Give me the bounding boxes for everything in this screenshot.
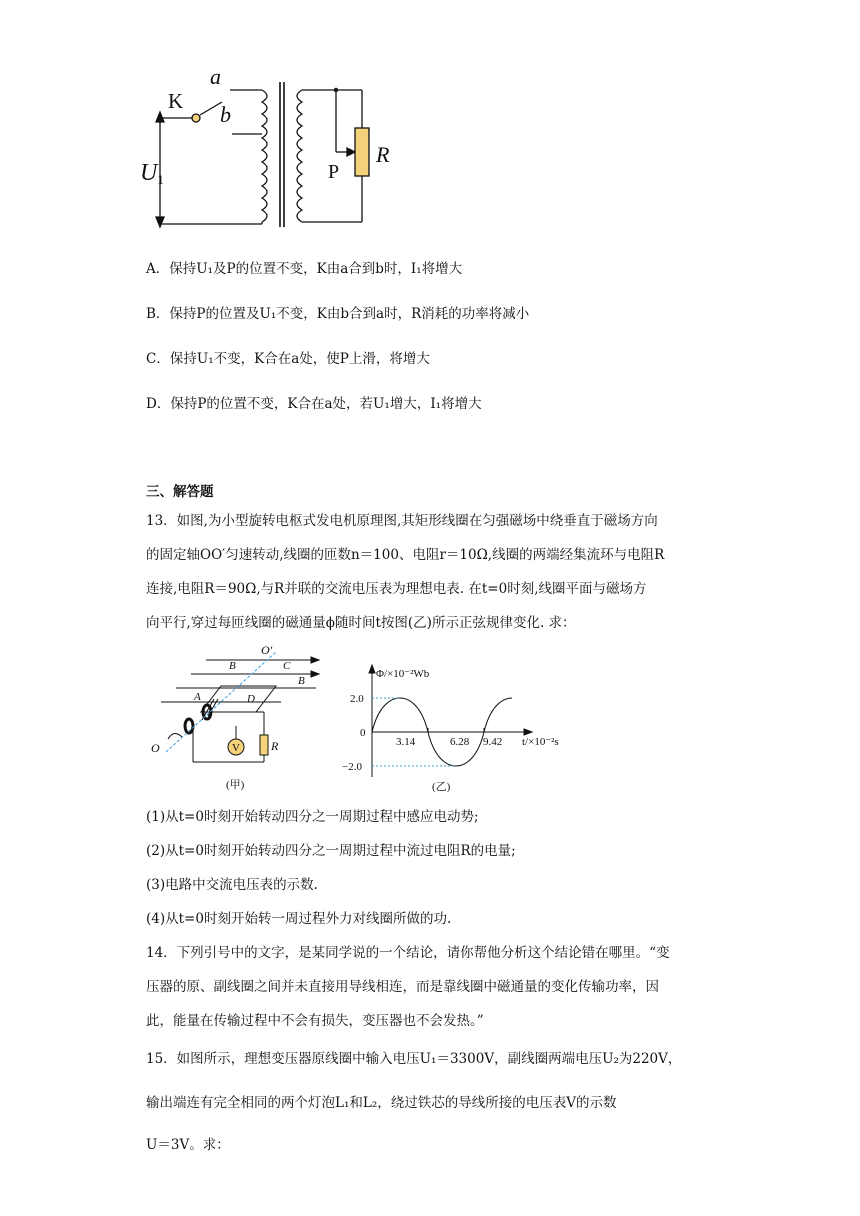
jia-label-B-top: B	[229, 660, 236, 672]
q13-line-3: 连接,电阻R＝90Ω,与R并联的交流电压表为理想电表. 在t=0时刻,线圈平面与磁场方	[146, 581, 647, 597]
yi-caption: (乙)	[432, 781, 451, 793]
q15-line-1: 15．如图所示，理想变压器原线圈中输入电压U₁＝3300V，副线圈两端电压U₂为220V，	[146, 1051, 682, 1067]
jia-label-V: V	[232, 742, 240, 754]
q15-line-2: 输出端连有完全相同的两个灯泡L₁和L₂，绕过铁芯的导线所接的电压表V的示数	[146, 1095, 617, 1111]
jia-label-B-right: B	[298, 675, 305, 687]
q13-sub-2: (2)从t=0时刻开始转动四分之一周期过程中流过电阻R的电量;	[146, 843, 516, 859]
yi-ytick-0: 0	[360, 727, 366, 739]
yi-ytick-2: 2.0	[350, 693, 364, 705]
option-C: C．保持U₁不变，K合在a处，使P上滑，将增大	[146, 351, 430, 367]
q15-line-3: U＝3V。求：	[146, 1137, 230, 1153]
label-b: b	[220, 102, 231, 127]
label-P: P	[328, 161, 340, 183]
jia-label-O-prime: O′	[261, 643, 273, 657]
label-U1: U1	[140, 160, 164, 187]
yi-xtick-314: 3.14	[396, 736, 416, 748]
option-D: D．保持P的位置不变，K合在a处，若U₁增大，I₁将增大	[146, 396, 482, 412]
q14-line-2: 压器的原、副线圈之间并未直接用导线相连，而是靠线圈中磁通量的变化传输功率，因	[146, 979, 659, 995]
q14-line-3: 此，能量在传输过程中不会有损失，变压器也不会发热。”	[146, 1013, 484, 1029]
jia-label-A: A	[194, 691, 201, 703]
label-K: K	[168, 89, 184, 113]
yi-ytick-neg2: −2.0	[342, 761, 362, 773]
q13-sub-4: (4)从t=0时刻开始转一周过程外力对线圈所做的功.	[146, 911, 452, 927]
yi-xlabel: t/×10⁻²s	[522, 736, 559, 748]
option-B: B．保持P的位置及U₁不变，K由b合到a时，R消耗的功率将减小	[146, 306, 530, 322]
q14-line-1: 14．下列引号中的文字，是某同学说的一个结论，请你帮他分析这个结论错在哪里。“变	[146, 945, 670, 961]
q13-line-2: 的固定轴OO′匀速转动,线圈的匝数n＝100、电阻r＝10Ω,线圈的两端经集流环与电阻R	[146, 547, 665, 563]
jia-caption: (甲)	[226, 779, 245, 791]
generator-figure	[146, 642, 326, 794]
q13-sub-3: (3)电路中交流电压表的示数.	[146, 877, 318, 893]
q13-line-4: 向平行,穿过每匝线圈的磁通量ϕ随时间t按图(乙)所示正弦规律变化. 求：	[146, 615, 576, 631]
jia-label-D: D	[247, 693, 255, 705]
label-R: R	[376, 142, 390, 167]
flux-graph	[340, 662, 600, 794]
label-a: a	[210, 64, 221, 89]
q13-line-1: 13．如图,为小型旋转电枢式发电机原理图,其矩形线圈在匀强磁场中绕垂直于磁场方向	[146, 513, 658, 529]
yi-xtick-942: 9.42	[483, 736, 503, 748]
yi-ylabel: Φ/×10⁻²Wb	[376, 668, 430, 680]
transformer-circuit-figure	[140, 62, 400, 237]
section-heading: 三、解答题	[146, 484, 214, 500]
option-A: A．保持U₁及P的位置不变，K由a合到b时，I₁将增大	[146, 261, 463, 277]
yi-xtick-628: 6.28	[450, 736, 470, 748]
jia-label-R: R	[271, 739, 279, 753]
jia-label-C: C	[283, 660, 291, 672]
q13-sub-1: (1)从t=0时刻开始转动四分之一周期过程中感应电动势;	[146, 809, 479, 825]
jia-label-O: O	[151, 741, 160, 755]
